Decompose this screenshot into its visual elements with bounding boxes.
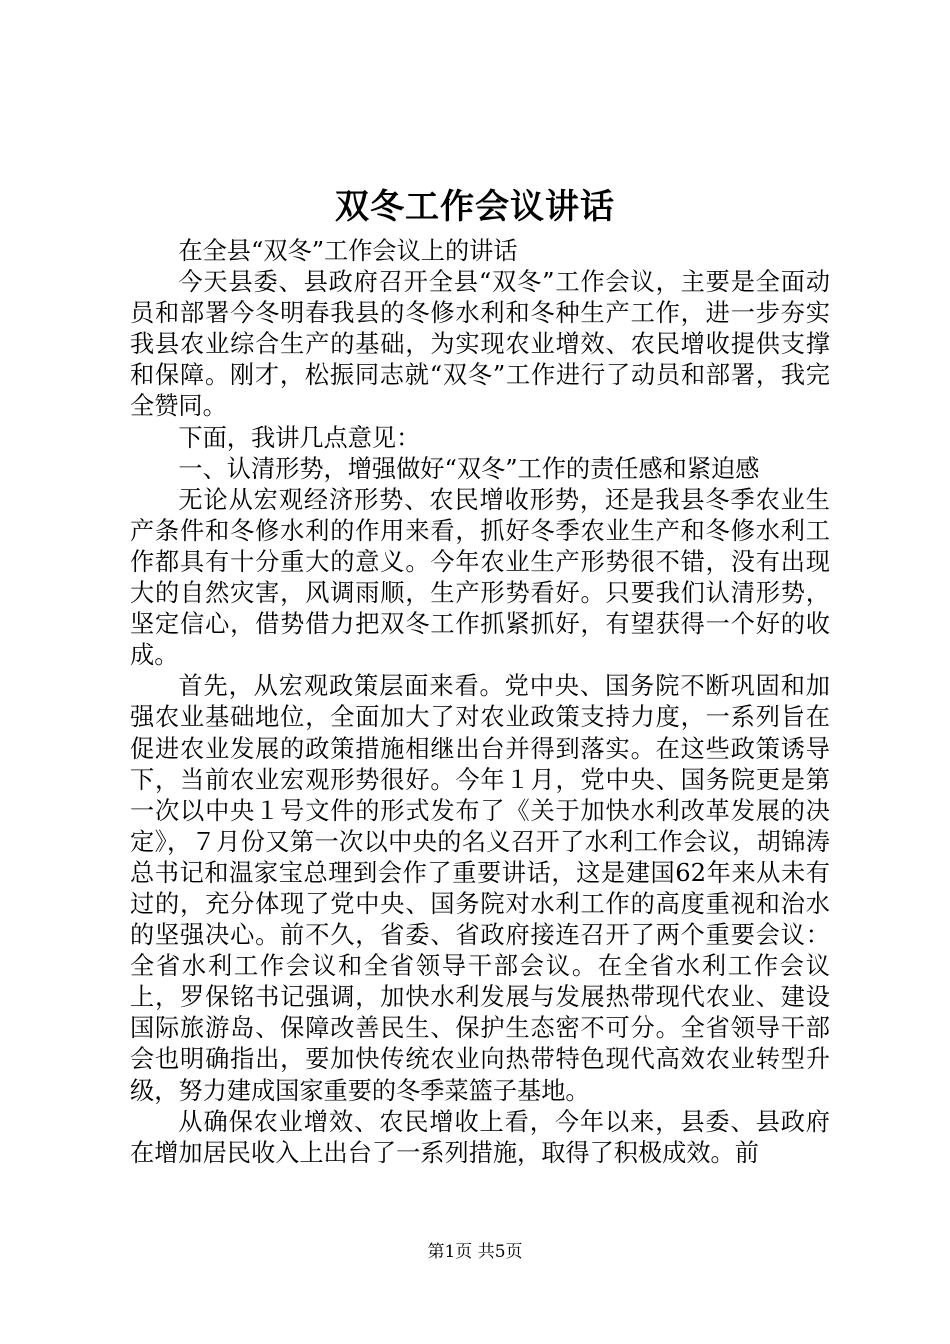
paragraph-policy: 首先，从宏观政策层面来看。党中央、国务院不断巩固和加强农业基础地位，全面加大了对农业政策支持力度，一系列旨在促进农业发展的政策措施相继出台并得到落实。在这些政策诱导下，当前农业宏观形势很好。今年１月，党中央、国务院更是第一次以中央１号文件的形式发布了《关于加快水利改革发展的决定》，７月份又第一次以中央的名义召开了水利工作会议，胡锦涛总书记和温家宝总理到会作了重要讲话，这是建国62年来从未有过的，充分体现了党中央、国务院对水利工作的高度重视和治水的坚强决心。前不久，省委、省政府接连召开了两个重要会议：全省水利工作会议和全省领导干部会议。在全省水利工作会议上，罗保铭书记强调，加快水利发展与发展热带现代农业、建设国际旅游岛、保障改善民生、保护生态密不可分。全省领导干部会也明确指出，要加快传统农业向热带特色现代高效农业转型升级，努力建成国家重要的冬季菜篮子基地。 (130, 672, 830, 1105)
page-footer: 第1页 共5页 (427, 1242, 523, 1262)
paragraph-transition: 下面，我讲几点意见： (178, 423, 421, 452)
paragraph-situation: 无论从宏观经济形势、农民增收形势，还是我县冬季农业生产条件和冬修水利的作用来看，抓好冬季农业生产和冬修水利工作都具有十分重大的意义。今年农业生产形势很不错，没有出现大的自然灾害，风调雨顺，生产形势看好。只要我们认清形势，坚定信心，借势借力把双冬工作抓紧抓好，有望获得一个好的收成。 (130, 485, 830, 670)
section-heading-1: 一、认清形势，增强做好“双冬”工作的责任感和紧迫感 (178, 454, 760, 483)
paragraph-subtitle: 在全县“双冬”工作会议上的讲话 (178, 237, 518, 265)
document-title: 双冬工作会议讲话 (335, 187, 615, 227)
document-body (130, 236, 830, 1169)
paragraph-intro: 今天县委、县政府召开全县“双冬”工作会议，主要是全面动员和部署今冬明春我县的冬修水利和冬种生产工作，进一步夯实我县农业综合生产的基础，为实现农业增效、农民增收提供支撑和保障。刚才，松振同志就“双冬”工作进行了动员和部署，我完全赞同。 (130, 268, 830, 421)
paragraph-income: 从确保农业增效、农民增收上看，今年以来，县委、县政府在增加居民收入上出台了一系列措施，取得了积极成效。前 (130, 1107, 830, 1167)
